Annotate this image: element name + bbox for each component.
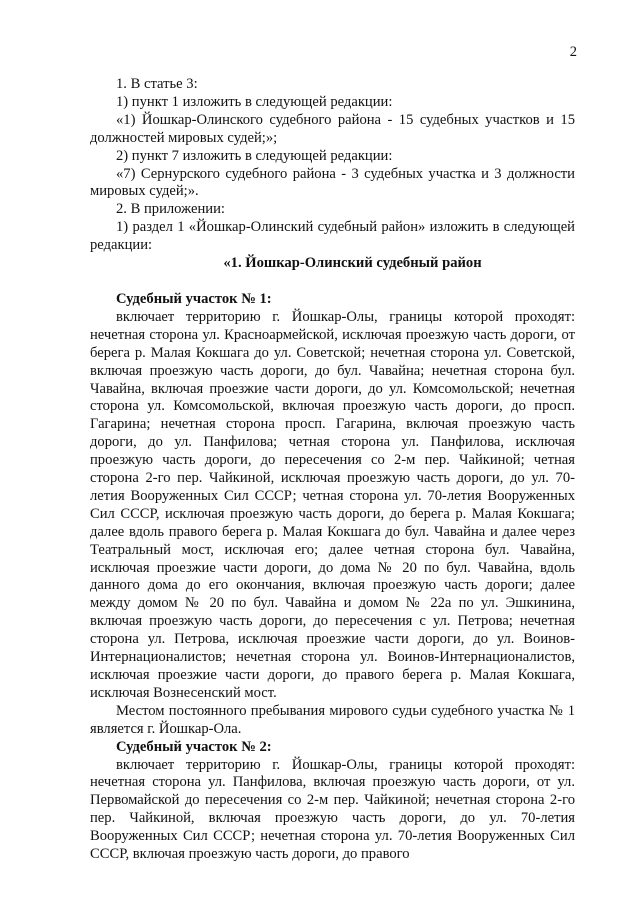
paragraph-appendix: 2. В приложении:	[116, 201, 225, 218]
page-number: 2	[569, 44, 577, 60]
district1-seat: Местом постоянного пребывания мирового судьи судебного участка № 1 является г. Йошкар-Ола.	[90, 702, 575, 737]
district2-description: включает территорию г. Йошкар-Олы, границы которой проходят: нечетная сторона ул. Панфилова, включая проезжую часть дороги, от ул. Первомайской до пересечения со 2-м пер. Чайкиной; нечетная сторона 2-го пер. Чайкиной, включая проезжую часть дороги, до ул. 70-летия Вооруженных Сил СССР; нечетная сторона ул. 70-летия Вооруженных Сил СССР, включая проезжую часть дороги, до правого	[90, 756, 575, 863]
paragraph-item1-intro: 1) пункт 1 изложить в следующей редакции:	[116, 93, 393, 110]
section-title: «1. Йошкар-Олинский судебный район	[223, 255, 482, 272]
district2-title: Судебный участок № 2:	[116, 738, 272, 755]
district1-title: Судебный участок № 1:	[116, 290, 272, 307]
paragraph-item7-intro: 2) пункт 7 изложить в следующей редакции:	[116, 147, 393, 164]
paragraph-article3: 1. В статье 3:	[116, 76, 198, 92]
district1-description: включает территорию г. Йошкар-Олы, границы которой проходят: нечетная сторона ул. Красноармейской, исключая проезжую часть дороги, от берега р. Малая Кокшага до ул. Советской; нечетная сторона ул. Советской, включая проезжую часть дороги, до бул. Чавайна; нечетная сторона бул. Чавайна, включая проезжие части дороги, до ул. Комсомольской; нечетная сторона ул. Комсомольской, включая проезжую часть дороги, до просп. Гагарина; нечетная сторона просп. Гагарина, включая проезжую часть дороги, до ул. Панфилова; четная сторона ул. Панфилова, исключая проезжую часть дороги, до пересечения со 2-м пер. Чайкиной; четная сторона 2-го пер. Чайкиной, исключая проезжую часть дороги, до ул. 70-летия Вооруженных Сил СССР; четная сторона ул. 70-летия Вооруженных Сил СССР, исключая проезжую часть дороги, до берега р. Малая Кокшага; далее вдоль правого берега р. Малая Кокшага до бул. Чавайна и далее через Театральный мост, исключая его; далее четная сторона бул. Чавайна, исключая проезжие части дороги, до дома № 20 по бул. Чавайна, вдоль данного дома до его окончания, включая проезжую часть дороги; далее между домом № 20 по бул. Чавайна и домом № 22а по ул. Эшкинина, включая проезжую часть дороги, до пересечения с ул. Петрова; нечетная сторона ул. Петрова, исключая проезжие части дороги, до ул. Воинов-Интернационалистов; нечетная сторона ул. Воинов-Интернационалистов, исключая проезжие части дороги, до правого берега р. Малая Кокшага, исключая Вознесенский мост.	[90, 308, 575, 701]
paragraph-item1-text: «1) Йошкар-Олинского судебного района - 15 судебных участков и 15 должностей мировых судей;»;	[90, 111, 575, 146]
paragraph-section1-intro: 1) раздел 1 «Йошкар-Олинский судебный район» изложить в следующей редакции:	[90, 219, 575, 254]
paragraph-item7-text: «7) Сернурского судебного района - 3 судебных участка и 3 должности мировых судей;».	[90, 165, 575, 200]
document-body	[90, 76, 575, 864]
